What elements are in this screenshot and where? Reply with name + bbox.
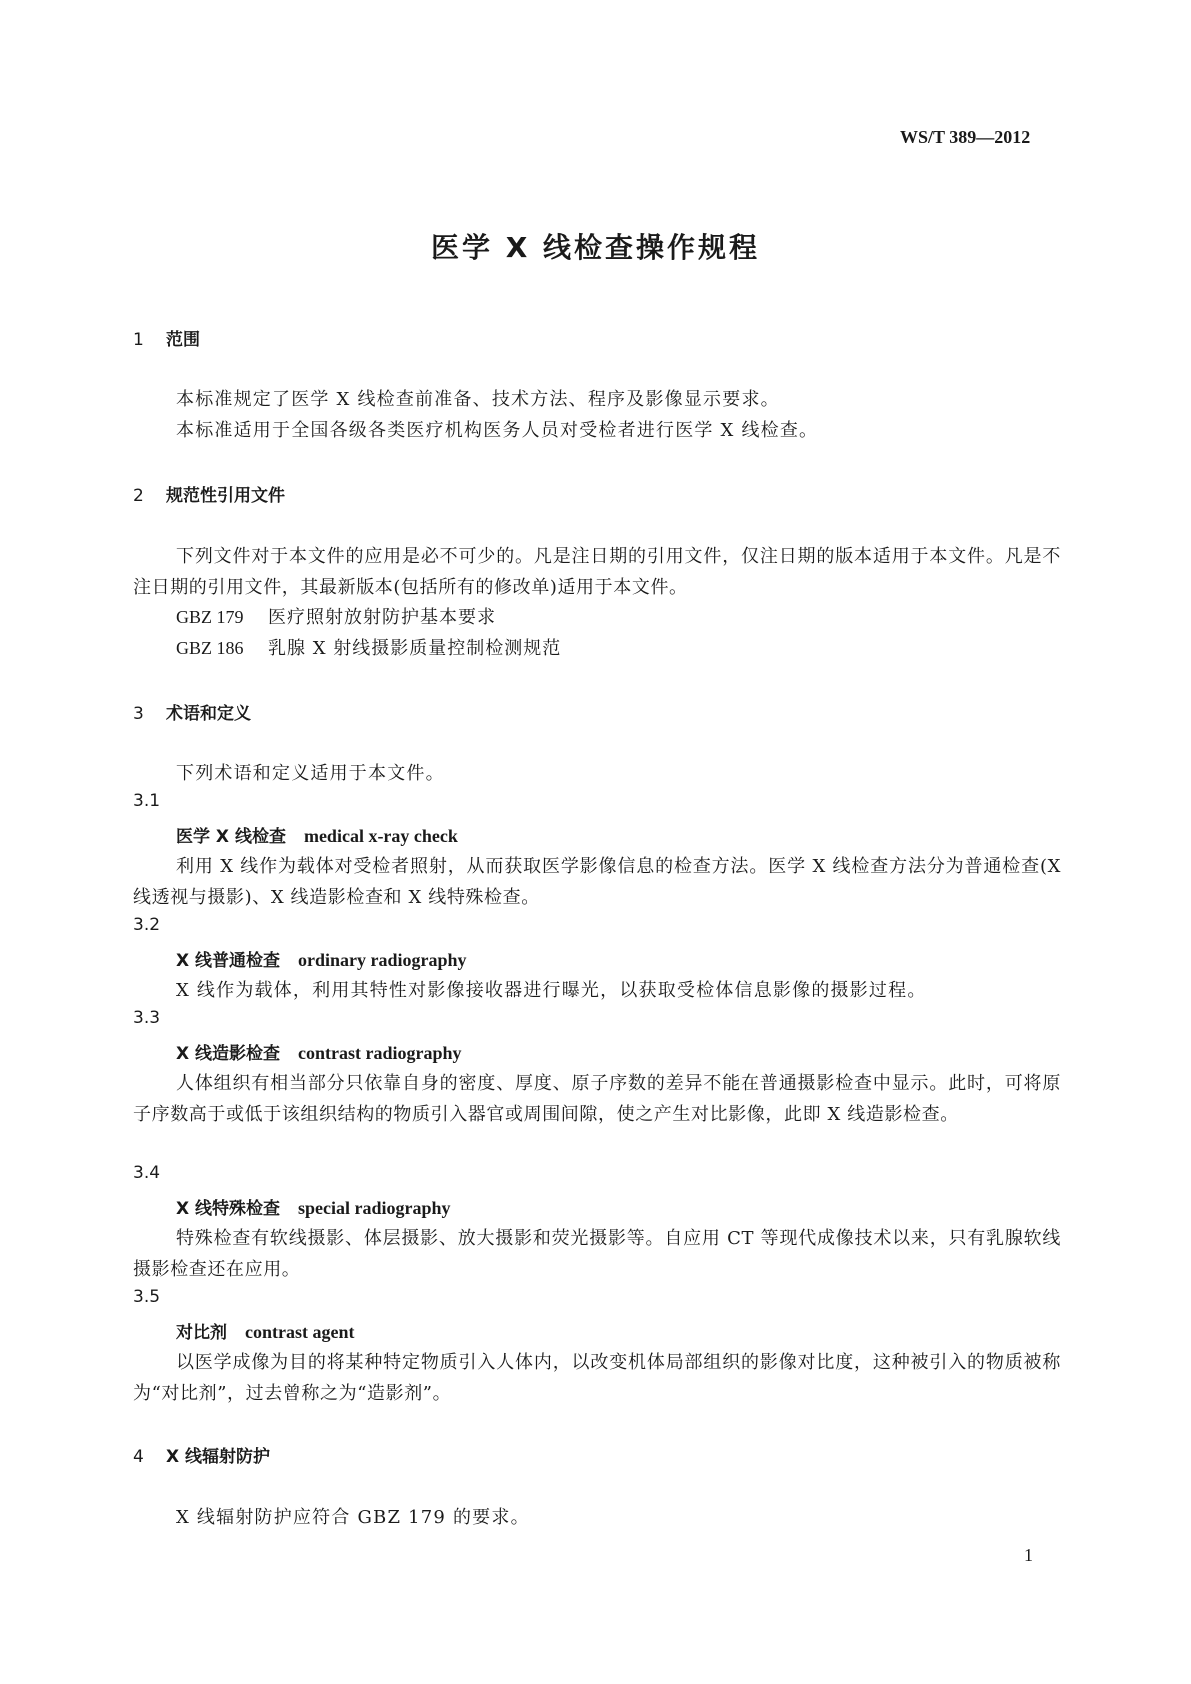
section-number: 2 xyxy=(133,486,144,506)
term-definition: 利用 X 线作为载体对受检者照射，从而获取医学影像信息的检查方法。医学 X 线检查方法分为普通检查(X 线透视与摄影)、X 线造影检查和 X 线特殊检查。 xyxy=(133,856,1061,908)
paragraph: X 线辐射防护应符合 GBZ 179 的要求。 xyxy=(176,1507,530,1528)
reference-code: GBZ 179 xyxy=(176,607,244,627)
section-title: X 线辐射防护 xyxy=(166,1447,271,1467)
section-title: 规范性引用文件 xyxy=(166,486,285,506)
paragraph: 下列术语和定义适用于本文件。 xyxy=(176,763,445,784)
term-zh: X 线造影检查 xyxy=(176,1044,281,1064)
term-zh: 医学 X 线检查 xyxy=(176,827,286,847)
paragraph: 本标准规定了医学 X 线检查前准备、技术方法、程序及影像显示要求。 xyxy=(176,389,780,410)
reference-code: GBZ 186 xyxy=(176,638,244,658)
term-heading xyxy=(176,822,458,847)
section-title: 范围 xyxy=(166,330,200,350)
term-number: 3.2 xyxy=(133,915,161,935)
term-definition: 特殊检查有软线摄影、体层摄影、放大摄影和荧光摄影等。自应用 CT 等现代成像技术以来，只有乳腺软线摄影检查还在应用。 xyxy=(133,1228,1061,1280)
normative-reference xyxy=(176,603,496,629)
term-heading xyxy=(176,1318,354,1343)
term-en: ordinary radiography xyxy=(298,950,467,970)
section-2-heading xyxy=(133,481,285,506)
term-definition: X 线作为载体，利用其特性对影像接收器进行曝光，以获取受检体信息影像的摄影过程。 xyxy=(176,980,927,1001)
term-heading xyxy=(176,946,467,971)
normative-reference xyxy=(176,634,561,660)
term-zh: 对比剂 xyxy=(176,1323,227,1343)
term-en: contrast agent xyxy=(245,1322,355,1342)
section-title: 术语和定义 xyxy=(166,704,251,724)
term-en: contrast radiography xyxy=(298,1043,462,1063)
term-zh: X 线普通检查 xyxy=(176,951,281,971)
term-number: 3.5 xyxy=(133,1287,161,1307)
document-title: 医学 X 线检查操作规程 xyxy=(430,231,761,264)
paragraph: 本标准适用于全国各级各类医疗机构医务人员对受检者进行医学 X 线检查。 xyxy=(176,420,819,441)
paragraph: 下列文件对于本文件的应用是必不可少的。凡是注日期的引用文件，仅注日期的版本适用于本文件。凡是不注日期的引用文件，其最新版本(包括所有的修改单)适用于本文件。 xyxy=(133,546,1061,598)
term-zh: X 线特殊检查 xyxy=(176,1199,281,1219)
term-en: medical x-ray check xyxy=(303,826,458,846)
term-heading xyxy=(176,1039,462,1064)
term-number: 3.4 xyxy=(133,1163,161,1183)
section-3-heading xyxy=(133,699,251,724)
page-number: 1 xyxy=(1024,1545,1033,1565)
term-definition: 人体组织有相当部分只依靠自身的密度、厚度、原子序数的差异不能在普通摄影检查中显示。此时，可将原子序数高于或低于该组织结构的物质引入器官或周围间隙，使之产生对比影像，此即 X 线造影检查。 xyxy=(133,1073,1061,1125)
section-number: 1 xyxy=(133,330,144,350)
term-number: 3.3 xyxy=(133,1008,161,1028)
section-4-heading xyxy=(133,1442,270,1467)
reference-title: 乳腺 X 射线摄影质量控制检测规范 xyxy=(268,638,562,659)
term-definition: 以医学成像为目的将某种特定物质引入人体内，以改变机体局部组织的影像对比度，这种被引入的物质被称为“对比剂”，过去曾称之为“造影剂”。 xyxy=(133,1352,1061,1404)
standard-code: WS/T 389—2012 xyxy=(900,127,1031,147)
section-number: 3 xyxy=(133,704,144,724)
term-number: 3.1 xyxy=(133,791,161,811)
section-1-heading xyxy=(133,325,200,350)
reference-title: 医疗照射放射防护基本要求 xyxy=(268,607,496,628)
section-number: 4 xyxy=(133,1447,144,1467)
term-en: special radiography xyxy=(298,1198,451,1218)
term-heading xyxy=(176,1194,451,1219)
